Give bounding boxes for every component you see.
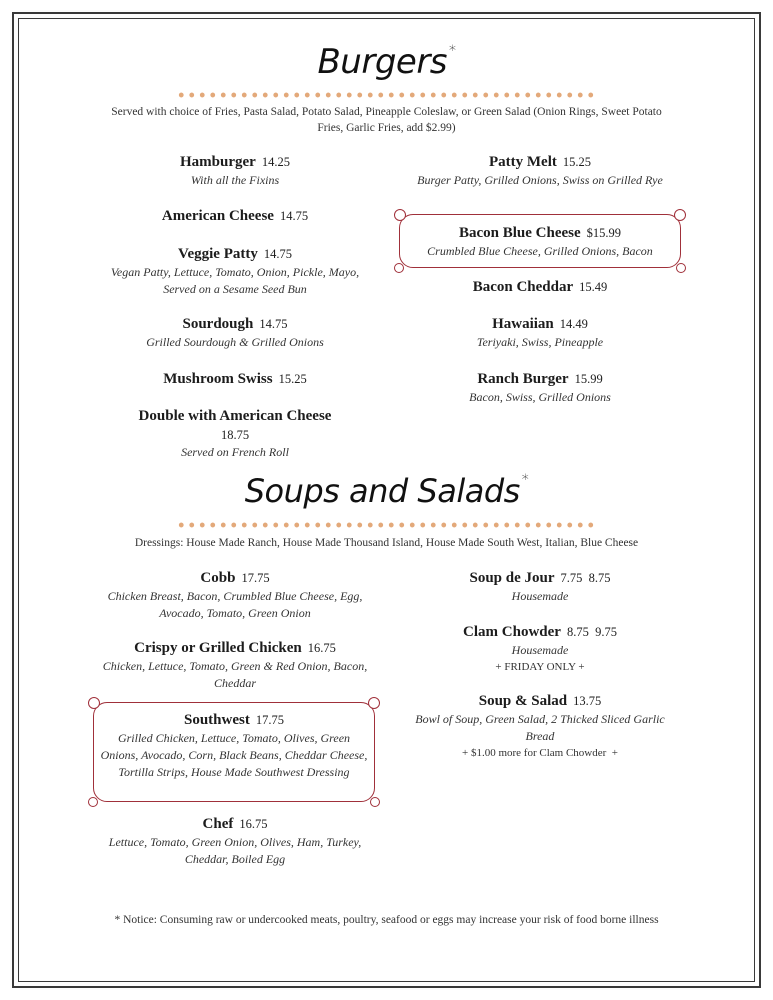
menu-item-patty-melt: Patty Melt 15.25 Burger Patty, Grilled Onions, Swiss on Grilled Rye	[417, 154, 663, 187]
menu-item-cobb: Cobb 17.75 Chicken Breast, Bacon, Crumbled Blue Cheese, Egg, Avocado, Tomato, Green Onion	[107, 570, 363, 620]
menu-item-hamburger: Hamburger 14.25 With all the Fixins	[180, 154, 290, 187]
burgers-note: Served with choice of Fries, Pasta Salad, Potato Salad, Pineapple Coleslaw, or Green Salad (Onion Rings, Sweet Potato Fries, Garlic Fries, add $2.99)	[111, 106, 662, 134]
menu-item-southwest: Southwest 17.75 Grilled Chicken, Lettuce, Tomato, Olives, Green Onions, Avocado, Corn, Black Beans, Cheddar Cheese, Tortilla Strips, House Made Southwest Dressing	[100, 712, 368, 779]
food-safety-notice: * Notice: Consuming raw or undercooked meats, poultry, seafood or eggs may increase your risk of food borne illness	[114, 914, 659, 926]
menu-item-crispy-chicken: Crispy or Grilled Chicken 16.75 Chicken, Lettuce, Tomato, Green & Red Onion, Bacon, Cheddar	[102, 640, 368, 690]
menu-item-clam-chowder: Clam Chowder 8.75 9.75 Housemade + FRIDAY ONLY +	[463, 624, 617, 673]
menu-item-bacon-blue-cheese: Bacon Blue Cheese $15.99 Crumbled Blue Cheese, Grilled Onions, Bacon	[427, 225, 653, 258]
menu-item-soup-de-jour: Soup de Jour 7.75 8.75 Housemade	[469, 570, 611, 603]
burgers-title: Burgers *	[317, 42, 456, 82]
menu-item-ranch-burger: Ranch Burger 15.99 Bacon, Swiss, Grilled Onions	[469, 371, 611, 404]
menu-item-veggie-patty: Veggie Patty 14.75 Vegan Patty, Lettuce, Tomato, Onion, Pickle, Mayo, Served on a Sesame Seed Bun	[110, 246, 360, 296]
menu-item-mushroom-swiss: Mushroom Swiss 15.25	[163, 371, 307, 387]
menu-item-chef: Chef 16.75 Lettuce, Tomato, Green Onion, Olives, Ham, Turkey, Cheddar, Boiled Egg	[108, 816, 362, 866]
burgers-divider	[176, 92, 597, 98]
soups-divider	[176, 522, 597, 528]
menu-item-sourdough: Sourdough 14.75 Grilled Sourdough & Grilled Onions	[146, 316, 324, 349]
menu-item-hawaiian: Hawaiian 14.49 Teriyaki, Swiss, Pineapple	[476, 316, 604, 349]
soups-note: Dressings: House Made Ranch, House Made Thousand Island, House Made South West, Italian, Blue Cheese	[134, 537, 639, 549]
soups-title: Soups and Salads *	[244, 472, 529, 510]
menu-item-soup-and-salad: Soup & Salad 13.75 Bowl of Soup, Green Salad, 2 Thicked Sliced Garlic Bread + $1.00 more for Clam Chowder +	[415, 693, 665, 759]
menu-item-bacon-cheddar: Bacon Cheddar 15.49	[472, 279, 608, 295]
menu-item-double-american: Double with American Cheese 18.75 Served on French Roll	[138, 408, 332, 459]
menu-item-american-cheese: American Cheese 14.75	[161, 208, 309, 224]
